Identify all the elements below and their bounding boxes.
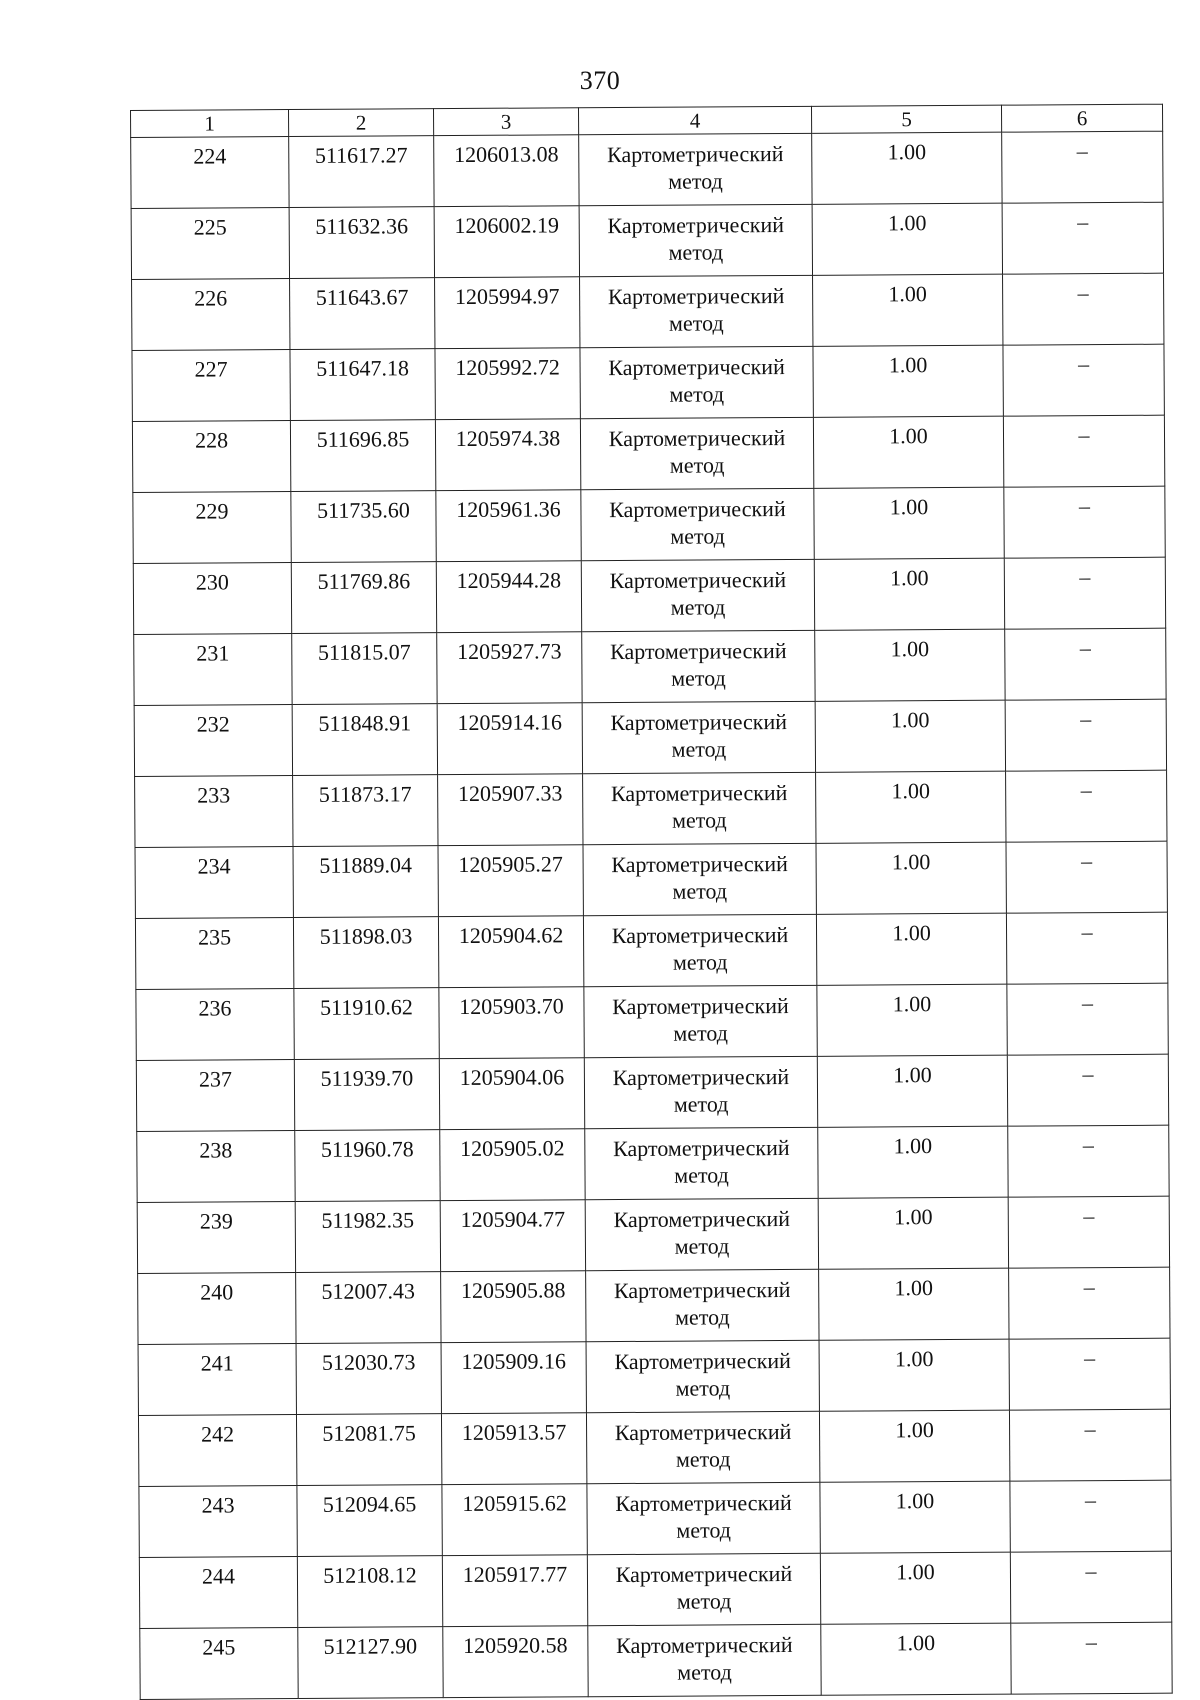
method-line-1: Картометрический xyxy=(610,779,788,807)
note-cell: – xyxy=(1004,486,1165,558)
accuracy-cell: 1.00 xyxy=(819,1410,1009,1482)
point-number-cell: 234 xyxy=(135,847,293,919)
accuracy-cell: 1.00 xyxy=(817,984,1007,1056)
note-cell: – xyxy=(1003,344,1164,416)
x-coordinate-cell: 512007.43 xyxy=(296,1272,441,1344)
note-cell: – xyxy=(1006,912,1167,984)
point-number-cell: 226 xyxy=(132,279,290,351)
header-col-4: 4 xyxy=(578,106,811,134)
y-coordinate-cell: 1205915.62 xyxy=(442,1484,587,1556)
accuracy-cell: 1.00 xyxy=(820,1552,1010,1624)
y-coordinate-cell: 1205903.70 xyxy=(439,987,584,1059)
table-row xyxy=(138,1267,1170,1344)
note-cell: – xyxy=(1003,415,1164,487)
method-cell xyxy=(588,1624,821,1696)
method-line-1: Картометрический xyxy=(609,567,787,594)
method-line-2: метод xyxy=(674,1162,729,1188)
method-cell xyxy=(583,772,816,844)
method-line-2: метод xyxy=(668,168,723,194)
note-cell: – xyxy=(1006,841,1167,913)
note-cell: – xyxy=(1006,770,1167,842)
table-row xyxy=(133,557,1165,634)
y-coordinate-cell: 1206013.08 xyxy=(434,135,579,207)
accuracy-cell: 1.00 xyxy=(815,629,1005,701)
point-number-cell: 225 xyxy=(131,208,289,280)
method-line-2: метод xyxy=(671,665,726,691)
method-line-2: метод xyxy=(670,523,725,549)
method-cell xyxy=(579,204,812,276)
method-line-1: Картометрический xyxy=(609,637,787,665)
table-row xyxy=(135,912,1167,989)
table-row xyxy=(134,628,1166,705)
method-line-1: Картометрический xyxy=(609,496,786,523)
point-number-cell: 232 xyxy=(134,705,292,777)
y-coordinate-cell: 1205907.33 xyxy=(438,774,583,846)
y-coordinate-cell: 1205994.97 xyxy=(435,277,580,349)
header-col-2: 2 xyxy=(289,109,434,137)
table-row xyxy=(135,770,1167,847)
table-row xyxy=(132,344,1164,421)
method-line-1: Картометрический xyxy=(608,354,785,381)
x-coordinate-cell: 511815.07 xyxy=(292,633,437,705)
table-row xyxy=(132,415,1164,492)
note-cell: – xyxy=(1007,983,1168,1055)
x-coordinate-cell: 511960.78 xyxy=(295,1130,440,1202)
x-coordinate-cell: 511643.67 xyxy=(290,278,435,350)
point-number-cell: 244 xyxy=(139,1557,297,1629)
point-number-cell: 230 xyxy=(133,563,291,635)
method-line-1: Картометрический xyxy=(613,1134,790,1162)
x-coordinate-cell: 512094.65 xyxy=(297,1485,442,1557)
method-line-2: метод xyxy=(676,1517,732,1543)
method-cell xyxy=(583,914,816,986)
x-coordinate-cell: 511769.86 xyxy=(291,562,436,634)
x-coordinate-cell: 511617.27 xyxy=(289,136,434,208)
method-line-1: Картометрический xyxy=(610,708,788,736)
y-coordinate-cell: 1205914.16 xyxy=(437,703,582,775)
method-cell xyxy=(582,630,815,702)
table-row xyxy=(134,699,1166,776)
y-coordinate-cell: 1205904.77 xyxy=(440,1200,585,1272)
note-cell: – xyxy=(1007,1054,1168,1126)
method-line-1: Картометрический xyxy=(607,283,785,310)
x-coordinate-cell: 511848.91 xyxy=(292,704,437,776)
x-coordinate-cell: 512127.90 xyxy=(298,1627,443,1699)
accuracy-cell: 1.00 xyxy=(819,1339,1009,1411)
y-coordinate-cell: 1205904.06 xyxy=(439,1058,584,1130)
accuracy-cell: 1.00 xyxy=(812,132,1002,204)
accuracy-cell: 1.00 xyxy=(820,1481,1010,1553)
accuracy-cell: 1.00 xyxy=(818,1197,1008,1269)
x-coordinate-cell: 511735.60 xyxy=(291,491,436,563)
method-line-1: Картометрический xyxy=(606,141,784,168)
method-cell xyxy=(583,843,816,915)
x-coordinate-cell: 512030.73 xyxy=(296,1343,441,1415)
method-cell xyxy=(582,701,815,773)
point-number-cell: 237 xyxy=(136,1060,294,1132)
table-row xyxy=(138,1338,1170,1415)
y-coordinate-cell: 1205917.77 xyxy=(442,1555,587,1627)
method-line-2: метод xyxy=(671,736,727,762)
method-cell xyxy=(581,488,814,560)
point-number-cell: 245 xyxy=(140,1628,298,1700)
method-cell xyxy=(579,133,812,205)
method-cell xyxy=(586,1340,819,1412)
table-row xyxy=(131,202,1163,279)
point-number-cell: 241 xyxy=(138,1344,296,1416)
y-coordinate-cell: 1205905.02 xyxy=(440,1129,585,1201)
accuracy-cell: 1.00 xyxy=(813,274,1003,346)
accuracy-cell: 1.00 xyxy=(813,345,1003,417)
method-cell xyxy=(581,559,814,631)
method-line-1: Картометрический xyxy=(614,1347,791,1375)
method-line-2: метод xyxy=(676,1588,732,1614)
accuracy-cell: 1.00 xyxy=(817,1055,1007,1127)
method-cell xyxy=(587,1553,820,1625)
method-line-1: Картометрический xyxy=(611,921,789,949)
y-coordinate-cell: 1205904.62 xyxy=(438,916,583,988)
x-coordinate-cell: 511873.17 xyxy=(293,775,438,847)
header-col-3: 3 xyxy=(433,108,578,136)
note-cell: – xyxy=(1009,1267,1170,1339)
table-row xyxy=(131,131,1163,208)
note-cell: – xyxy=(1002,131,1163,203)
method-line-2: метод xyxy=(673,1020,729,1046)
table-row xyxy=(139,1480,1171,1557)
x-coordinate-cell: 511632.36 xyxy=(289,207,434,279)
coordinates-table xyxy=(130,104,1173,1700)
method-line-2: метод xyxy=(672,949,728,975)
method-cell xyxy=(585,1198,818,1270)
header-col-1: 1 xyxy=(131,110,289,138)
table-row xyxy=(133,486,1165,563)
point-number-cell: 242 xyxy=(138,1415,296,1487)
method-cell xyxy=(586,1269,819,1341)
table-row xyxy=(136,1054,1168,1131)
method-cell xyxy=(585,1127,818,1199)
point-number-cell: 229 xyxy=(133,492,291,564)
header-col-5: 5 xyxy=(811,105,1001,133)
accuracy-cell: 1.00 xyxy=(821,1623,1011,1695)
accuracy-cell: 1.00 xyxy=(816,842,1006,914)
x-coordinate-cell: 511939.70 xyxy=(294,1059,439,1131)
method-line-1: Картометрический xyxy=(613,1205,791,1233)
method-line-1: Картометрический xyxy=(611,850,788,878)
method-line-1: Картометрический xyxy=(607,212,785,239)
accuracy-cell: 1.00 xyxy=(815,700,1005,772)
note-cell: – xyxy=(1010,1551,1171,1623)
table-row xyxy=(140,1622,1172,1699)
method-line-2: метод xyxy=(668,310,724,336)
method-line-2: метод xyxy=(668,239,724,265)
method-line-1: Картометрический xyxy=(616,1631,793,1659)
method-line-2: метод xyxy=(677,1659,732,1685)
y-coordinate-cell: 1205992.72 xyxy=(435,348,580,420)
y-coordinate-cell: 1205944.28 xyxy=(436,561,581,633)
note-cell: – xyxy=(1002,202,1163,274)
point-number-cell: 238 xyxy=(137,1131,295,1203)
accuracy-cell: 1.00 xyxy=(813,416,1003,488)
y-coordinate-cell: 1205920.58 xyxy=(443,1626,588,1698)
point-number-cell: 231 xyxy=(134,634,292,706)
x-coordinate-cell: 511898.03 xyxy=(293,917,438,989)
accuracy-cell: 1.00 xyxy=(814,487,1004,559)
accuracy-cell: 1.00 xyxy=(814,558,1004,630)
point-number-cell: 227 xyxy=(132,350,290,422)
y-coordinate-cell: 1205974.38 xyxy=(435,419,580,491)
point-number-cell: 224 xyxy=(131,137,289,209)
table-row xyxy=(138,1409,1170,1486)
page-number: 370 xyxy=(579,66,621,95)
table-body xyxy=(131,131,1173,1699)
note-cell: – xyxy=(1003,273,1164,345)
note-cell: – xyxy=(1008,1196,1169,1268)
method-line-2: метод xyxy=(671,807,727,833)
method-line-2: метод xyxy=(675,1446,731,1472)
accuracy-cell: 1.00 xyxy=(818,1126,1008,1198)
header-col-6: 6 xyxy=(1001,104,1162,132)
table-row xyxy=(137,1196,1169,1273)
point-number-cell: 240 xyxy=(138,1273,296,1345)
method-cell xyxy=(580,417,813,489)
point-number-cell: 243 xyxy=(139,1486,297,1558)
table-row xyxy=(135,841,1167,918)
note-cell: – xyxy=(1008,1125,1169,1197)
method-cell xyxy=(584,1056,817,1128)
method-line-1: Картометрический xyxy=(615,1560,793,1588)
point-number-cell: 233 xyxy=(135,776,293,848)
x-coordinate-cell: 511696.85 xyxy=(290,420,435,492)
note-cell: – xyxy=(1011,1622,1172,1694)
method-line-1: Картометрический xyxy=(615,1489,792,1517)
note-cell: – xyxy=(1010,1480,1171,1552)
note-cell: – xyxy=(1009,1338,1170,1410)
y-coordinate-cell: 1206002.19 xyxy=(434,206,579,278)
method-line-1: Картометрический xyxy=(612,992,789,1020)
method-line-2: метод xyxy=(673,1091,729,1117)
method-line-1: Картометрический xyxy=(613,1276,791,1304)
note-cell: – xyxy=(1005,699,1166,771)
table-row xyxy=(137,1125,1169,1202)
point-number-cell: 235 xyxy=(135,918,293,990)
method-line-1: Картометрический xyxy=(612,1063,790,1091)
point-number-cell: 228 xyxy=(132,421,290,493)
table-row xyxy=(139,1551,1171,1628)
method-line-1: Картометрический xyxy=(608,425,786,452)
note-cell: – xyxy=(1005,628,1166,700)
method-line-2: метод xyxy=(674,1233,730,1259)
point-number-cell: 236 xyxy=(136,989,294,1061)
accuracy-cell: 1.00 xyxy=(816,913,1006,985)
method-line-2: метод xyxy=(675,1375,731,1401)
method-line-1: Картометрический xyxy=(614,1418,792,1446)
method-cell xyxy=(587,1482,820,1554)
note-cell: – xyxy=(1009,1409,1170,1481)
method-line-2: метод xyxy=(670,594,726,620)
method-line-2: метод xyxy=(669,452,725,478)
accuracy-cell: 1.00 xyxy=(812,203,1002,275)
accuracy-cell: 1.00 xyxy=(819,1268,1009,1340)
method-cell xyxy=(586,1411,819,1483)
y-coordinate-cell: 1205905.27 xyxy=(438,845,583,917)
method-line-2: метод xyxy=(675,1304,730,1330)
point-number-cell: 239 xyxy=(137,1202,295,1274)
y-coordinate-cell: 1205905.88 xyxy=(441,1271,586,1343)
x-coordinate-cell: 512081.75 xyxy=(296,1414,441,1486)
x-coordinate-cell: 511647.18 xyxy=(290,349,435,421)
y-coordinate-cell: 1205913.57 xyxy=(441,1413,586,1485)
method-cell xyxy=(584,985,817,1057)
note-cell: – xyxy=(1004,557,1165,629)
x-coordinate-cell: 512108.12 xyxy=(297,1556,442,1628)
table-row xyxy=(132,273,1164,350)
table-row xyxy=(136,983,1168,1060)
y-coordinate-cell: 1205909.16 xyxy=(441,1342,586,1414)
x-coordinate-cell: 511982.35 xyxy=(295,1201,440,1273)
x-coordinate-cell: 511889.04 xyxy=(293,846,438,918)
method-cell xyxy=(580,346,813,418)
y-coordinate-cell: 1205961.36 xyxy=(436,490,581,562)
x-coordinate-cell: 511910.62 xyxy=(294,988,439,1060)
accuracy-cell: 1.00 xyxy=(816,771,1006,843)
y-coordinate-cell: 1205927.73 xyxy=(437,632,582,704)
method-cell xyxy=(580,275,813,347)
method-line-2: метод xyxy=(672,878,728,904)
method-line-2: метод xyxy=(669,381,725,407)
